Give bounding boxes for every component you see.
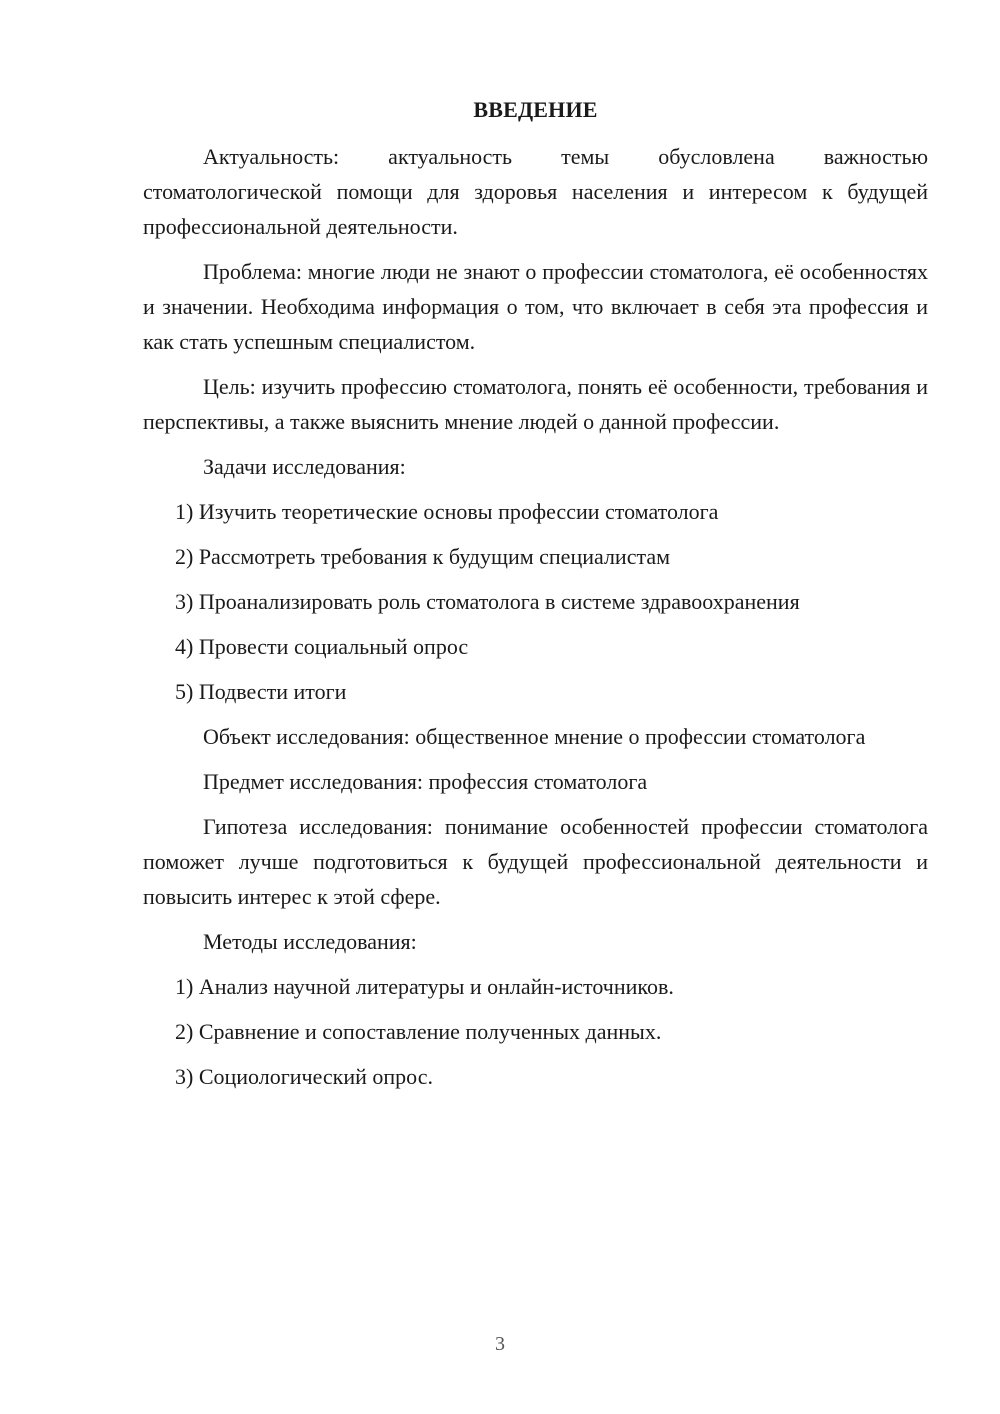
task-item: 1) Изучить теоретические основы профессии стоматолога xyxy=(175,499,719,524)
relevance-paragraph: Актуальность: актуальность темы обусловлена важностью стоматологической помощи для здоровья населения и интересом к будущей профессиональной деятельности. xyxy=(143,144,928,239)
subject-paragraph: Предмет исследования: профессия стоматолога xyxy=(203,769,648,794)
hypothesis-paragraph: Гипотеза исследования: понимание особенностей профессии стоматолога поможет лучше подготовиться к будущей профессиональной деятельности и повысить интерес к этой сфере. xyxy=(143,814,928,909)
goal-paragraph: Цель: изучить профессию стоматолога, понять её особенности, требования и перспективы, а также выяснить мнение людей о данной профессии. xyxy=(143,374,928,434)
methods-list xyxy=(143,969,928,1094)
tasks-heading: Задачи исследования: xyxy=(203,454,406,479)
method-item: 1) Анализ научной литературы и онлайн-источников. xyxy=(175,974,674,999)
document-page xyxy=(143,95,928,1104)
tasks-list xyxy=(143,494,928,709)
methods-heading: Методы исследования: xyxy=(203,929,417,954)
object-paragraph: Объект исследования: общественное мнение о профессии стоматолога xyxy=(203,724,866,749)
method-item: 2) Сравнение и сопоставление полученных данных. xyxy=(175,1019,662,1044)
method-item: 3) Социологический опрос. xyxy=(175,1064,433,1089)
task-item: 4) Провести социальный опрос xyxy=(175,634,469,659)
section-title: ВВЕДЕНИЕ xyxy=(473,97,598,122)
task-item: 5) Подвести итоги xyxy=(175,679,347,704)
problem-paragraph: Проблема: многие люди не знают о профессии стоматолога, её особенностях и значении. Необходима информация о том, что включает в себя эта профессия и как стать успешным специалистом. xyxy=(143,259,928,354)
task-item: 2) Рассмотреть требования к будущим специалистам xyxy=(175,544,671,569)
page-number: 3 xyxy=(495,1333,505,1355)
task-item: 3) Проанализировать роль стоматолога в системе здравоохранения xyxy=(175,589,800,614)
